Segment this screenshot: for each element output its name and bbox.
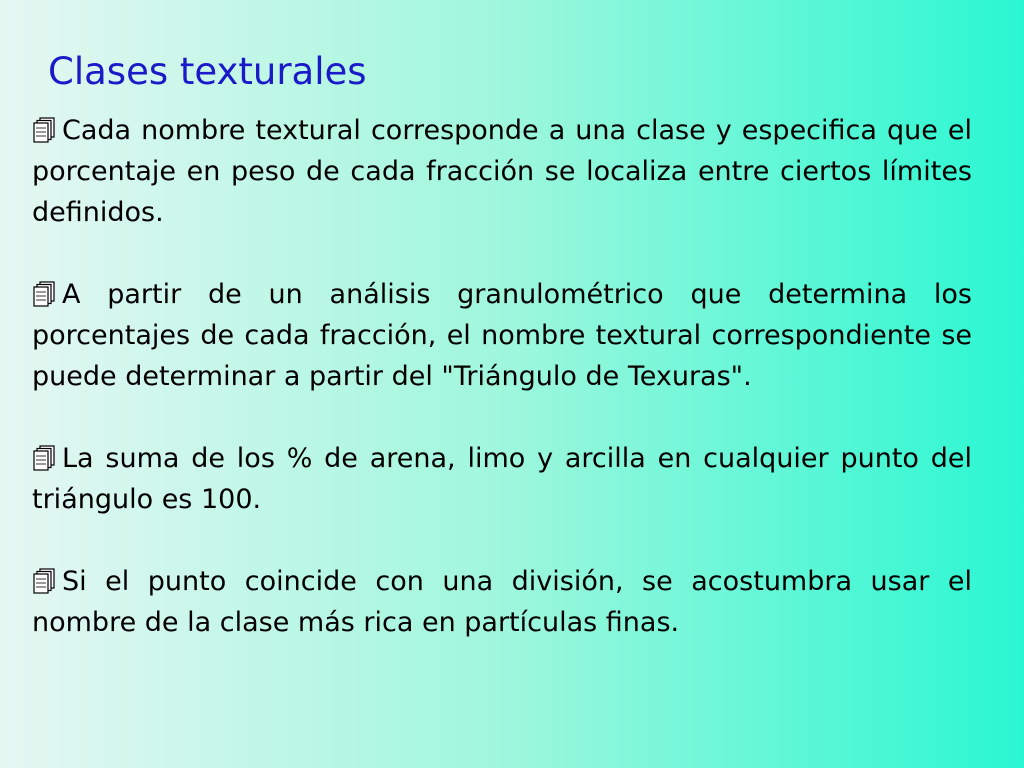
notebook-stack-icon [32,568,56,594]
bullet-text: La suma de los % de arena, limo y arcilla en cualquier punto del triángulo es 100. [32,443,972,515]
bullet-item [32,438,972,520]
notebook-stack-icon [32,117,56,143]
bullet-text: Cada nombre textural corresponde a una clase y especifica que el porcentaje en peso de cada fracción se localiza entre ciertos límites definidos. [32,115,972,228]
bullet-item [32,561,972,643]
bullet-text: Si el punto coincide con una división, se acostumbra usar el nombre de la clase más rica en partículas finas. [32,566,972,638]
bullet-item [32,110,972,233]
notebook-stack-icon [32,445,56,471]
bullet-list [32,110,972,684]
bullet-text: A partir de un análisis granulométrico que determina los porcentajes de cada fracción, el nombre textural correspondiente se puede determinar a partir del "Triángulo de Texuras". [32,279,972,392]
slide-title: Clases texturales [48,50,367,93]
notebook-stack-icon [32,281,56,307]
bullet-item [32,274,972,397]
